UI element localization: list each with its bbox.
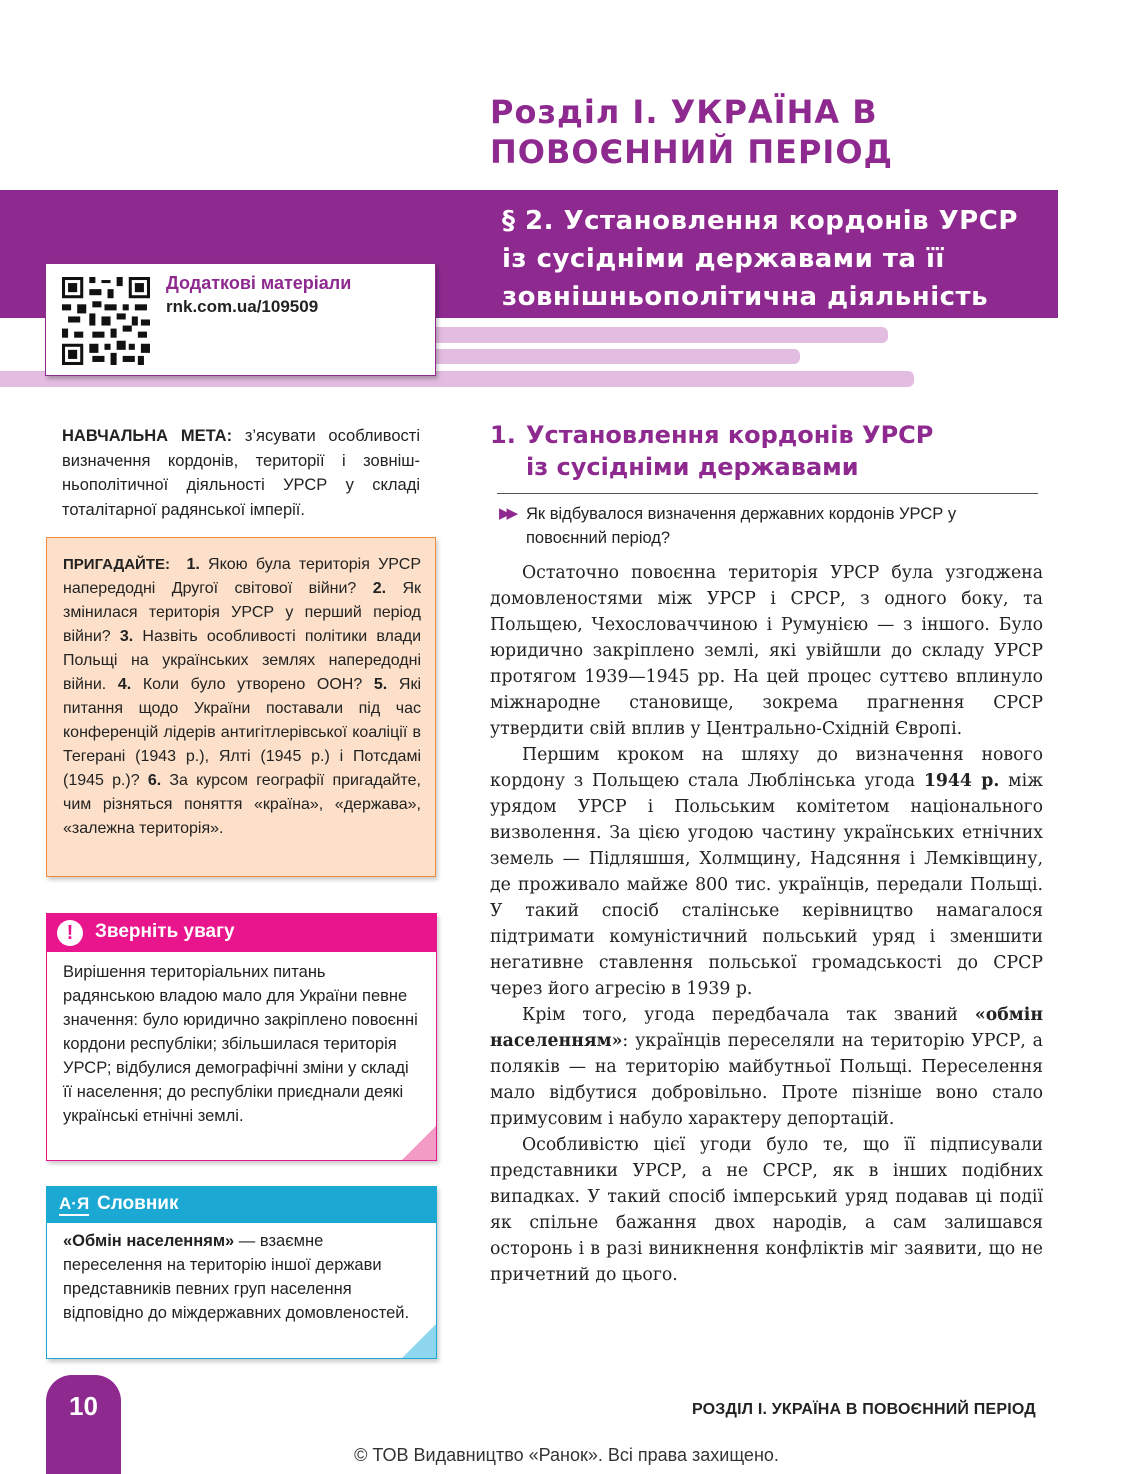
remember-label: ПРИГАДАЙТЕ: bbox=[63, 556, 170, 573]
remember-num: 2. bbox=[372, 580, 387, 597]
page-number: 10 bbox=[69, 1391, 98, 1421]
remember-box bbox=[46, 537, 436, 877]
glossary-box bbox=[46, 1186, 437, 1359]
remember-text bbox=[63, 553, 421, 841]
double-arrow-icon: ▶▶ bbox=[499, 505, 515, 522]
glossary-term: «Обмін населенням» bbox=[63, 1232, 235, 1250]
highlighted-term: «обмін населенням» bbox=[490, 1005, 1043, 1051]
remember-num: 5. bbox=[373, 676, 388, 693]
glossary-definition: — взаємне переселення на територію іншої держави представників певних груп населення відповідно до міждержавних домовленостей. bbox=[63, 1232, 410, 1322]
paragraph bbox=[490, 742, 1043, 1002]
paragraph-text: Першим кроком на шляху до визначення нового кордону з Польщею стала Люблінська угода bbox=[490, 745, 1043, 791]
paragraph-text: між урядом УРСР і Польським комітетом національного визволення. За цією угодою частину українських етнічних земель — Підляшшя, Холмщину, Надсяння і Лемківщину, де проживало майже 800 тис. українців, передали Польщі. У такий спосіб сталінське керівництво намагалося підтримати комуністичний польський уряд і зменшити негативне ставлення польської громадськості до СРСР через його агресію в 1939 р. bbox=[490, 771, 1043, 999]
paragraph: Остаточно повоєнна територія УРСР була узгоджена домовленостями між УРСР і СРСР, з одного боку, та Польщею, Чехословаччиною і Румунією — з іншого. Було юридично закріплено землі, які увійшли до складу УРСР протягом 1939—1945 рр. На цей процес суттєво вплинуло міжнародне становище, зокрема прагнення СРСР утвердити свій вплив у Центрально-Східній Європі. bbox=[490, 563, 1043, 739]
remember-num: 3. bbox=[119, 628, 134, 645]
divider bbox=[497, 493, 1038, 494]
remember-num: 1. bbox=[186, 556, 200, 573]
additional-materials-box bbox=[45, 263, 436, 376]
paragraph-text: Крім того, угода передбачала так званий bbox=[522, 1005, 975, 1025]
glossary-header bbox=[47, 1187, 436, 1223]
remember-num: 4. bbox=[117, 676, 132, 693]
key-question: Як відбувалося визначення державних кордонів УРСР у повоєнний період? bbox=[526, 505, 957, 547]
learning-goal-text: з’ясувати особливості визначення кордонів, території і зовнішньополітичної діяльності УРСР у складі тоталітарної радянської імперії. bbox=[62, 427, 420, 519]
paragraph: Особливістю цієї угоди було те, що її підписували представники УРСР, а не СРСР, як в інших подібних випадках. У такий спосіб імперський уряд подавав ці події як спільне бажання двох народів, а сам залишався осторонь і в разі виникнення конфліктів міг заявити, що не причетний до цього. bbox=[490, 1135, 1043, 1285]
subsection-number: 1. bbox=[490, 421, 516, 449]
additional-materials-link[interactable]: rnk.com.ua/109509 bbox=[166, 297, 319, 316]
paragraph-text: : українців переселяли на територію УРСР, а поляків — на територію майбутньої Польщі. Переселення мало відбутися добровільно. Проте пізніше воно стало примусовим і набуло характеру депортацій. bbox=[490, 1031, 1043, 1129]
remember-num: 6. bbox=[147, 772, 162, 789]
subsection-title-line2: із сусідніми державами bbox=[526, 453, 859, 481]
corner-decoration bbox=[402, 1126, 436, 1160]
decorative-stripe bbox=[436, 327, 888, 343]
subsection-title-line1: Установлення кордонів УРСР bbox=[526, 421, 934, 449]
highlighted-date: 1944 р. bbox=[923, 771, 1000, 791]
remember-question: Назвіть особливості політики влади Польщі на українських землях напередодні війни. bbox=[63, 628, 422, 693]
glossary-entry bbox=[63, 1229, 423, 1325]
qr-code-icon[interactable] bbox=[62, 277, 150, 365]
glossary-title: Словник bbox=[97, 1193, 179, 1214]
section-title: § 2. Установлення кордонів УРСР із сусідніми державами та її зовнішньополітична діяльність bbox=[502, 206, 1018, 312]
chapter-title: Розділ І. УКРАЇНА В ПОВОЄННИЙ ПЕРІОД bbox=[490, 93, 894, 171]
attention-title: Зверніть увагу bbox=[95, 921, 235, 942]
additional-materials-label: Додаткові матеріали bbox=[166, 273, 352, 293]
attention-text: Вирішення територіальних питань радянською владою мало для України певне значення: було юридично закріплено повоєнні кордони республіки; збільшилася територія УРСР; відбулися демографічні зміни у складі її населення; до республіки приєднали деякі українські етнічні землі. bbox=[63, 963, 418, 1125]
body-text bbox=[490, 560, 1043, 1288]
decorative-stripe bbox=[436, 349, 800, 364]
attention-header bbox=[47, 914, 436, 952]
remember-question: Як змінилася територія УРСР у перший період війни? bbox=[63, 580, 422, 645]
paragraph bbox=[490, 1002, 1043, 1132]
corner-decoration bbox=[402, 1324, 436, 1358]
remember-question: Якою була територія УРСР напередодні Другої світової війни? bbox=[63, 556, 421, 597]
attention-box bbox=[46, 913, 437, 1161]
learning-goal-label: НАВЧАЛЬНА МЕТА: bbox=[62, 427, 233, 445]
dictionary-icon: А·Я bbox=[59, 1194, 89, 1216]
exclamation-icon: ! bbox=[57, 920, 83, 946]
subsection-heading bbox=[490, 419, 1050, 483]
learning-goal bbox=[62, 424, 420, 522]
remember-question: Коли було утворено ООН? bbox=[131, 676, 374, 693]
copyright-notice: © ТОВ Видавництво «Ранок». Всі права захищено. bbox=[354, 1445, 779, 1465]
remember-question: Які питання щодо України поставали під час конференцій лідерів антигітлерівської коаліції в Тегерані (1943 р.), Ялті (1945 р.) і Потсдамі (1945 р.)? bbox=[63, 676, 421, 789]
remember-question: За курсом географії пригадайте, чим різняться поняття «країна», «держава», «залежна територія». bbox=[63, 772, 421, 837]
running-title: РОЗДІЛ І. УКРАЇНА В ПОВОЄННИЙ ПЕРІОД bbox=[692, 1401, 1036, 1418]
